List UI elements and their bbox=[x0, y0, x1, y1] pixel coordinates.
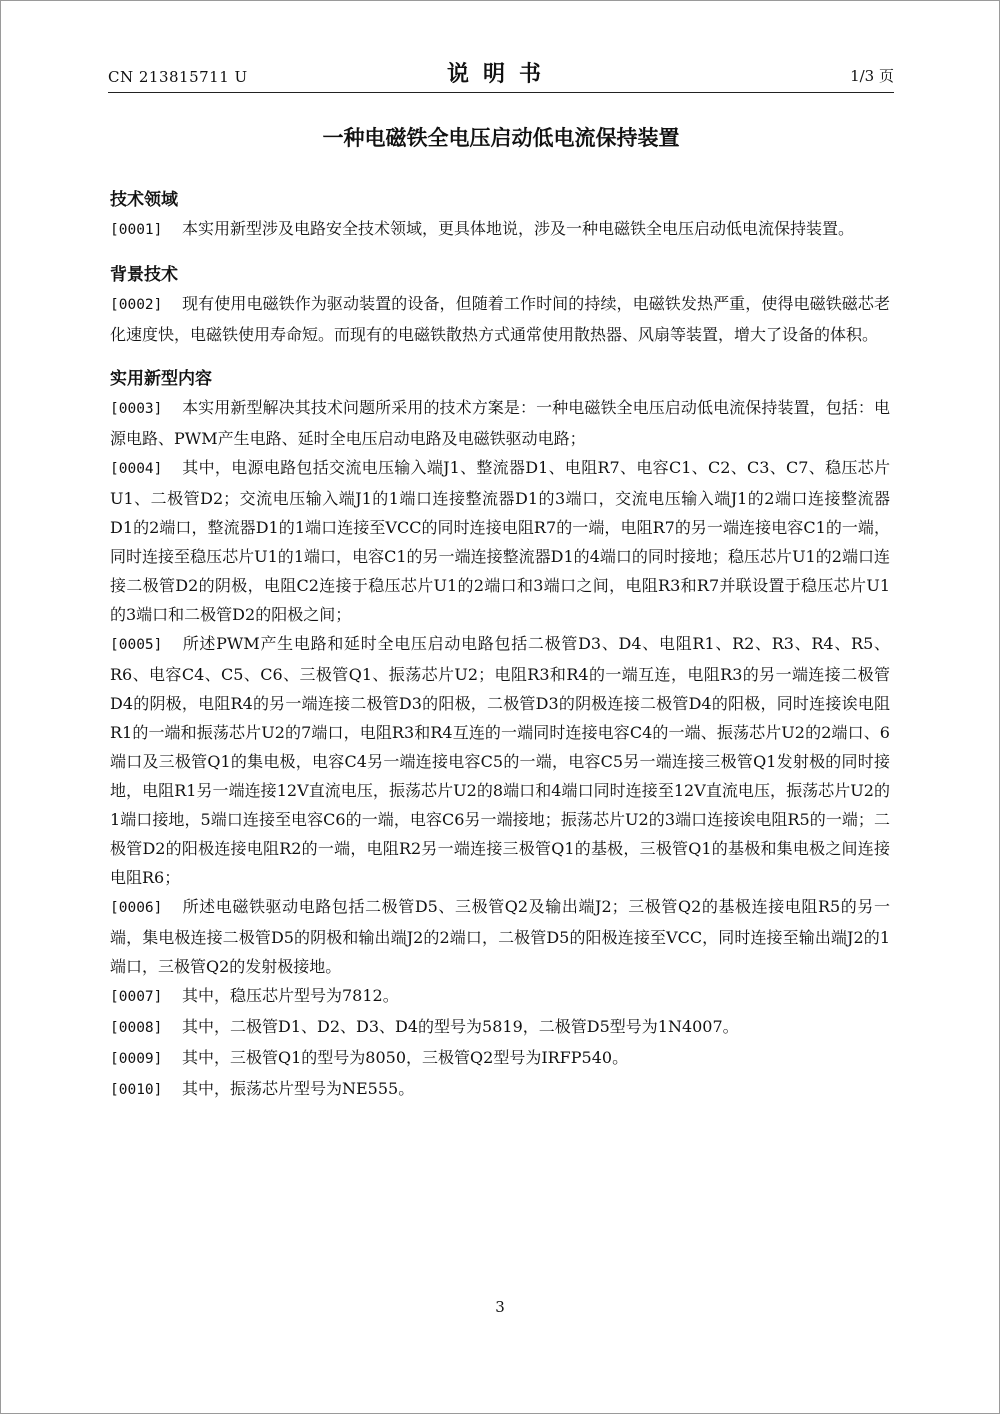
paragraph bbox=[110, 981, 890, 1012]
section-background bbox=[110, 261, 890, 349]
paragraph bbox=[110, 629, 890, 892]
patent-number: CN 213815711 U bbox=[108, 68, 248, 86]
paragraph-text: 现有使用电磁铁作为驱动装置的设备，但随着工作时间的持续，电磁铁发热严重，使得电磁铁磁芯老化速度快，电磁铁使用寿命短。而现有的电磁铁散热方式通常使用散热器、风扇等装置，增大了设备的体积。 bbox=[110, 294, 890, 344]
paragraph-number: [0010] bbox=[110, 1082, 163, 1098]
section-heading: 背景技术 bbox=[110, 265, 178, 285]
page-indicator: 1/3 页 bbox=[850, 67, 894, 85]
document-type: 说明书 bbox=[446, 62, 555, 87]
section-heading: 实用新型内容 bbox=[110, 369, 212, 389]
paragraph-number: [0005] bbox=[110, 637, 163, 653]
paragraph bbox=[110, 289, 890, 349]
paragraph-number: [0002] bbox=[110, 297, 163, 313]
paragraph-number: [0008] bbox=[110, 1020, 163, 1036]
paragraph-text: 其中，二极管D1、D2、D3、D4的型号为5819，二极管D5型号为1N4007。 bbox=[182, 1017, 739, 1036]
paragraph-text: 其中，电源电路包括交流电压输入端J1、整流器D1、电阻R7、电容C1、C2、C3、C7、稳压芯片U1、二极管D2；交流电压输入端J1的1端口连接整流器D1的3端口，交流电压输入端J1的2端口连接整流器D1的2端口，整流器D1的1端口连接至VCC的同时连接电阻R7的一端，电阻R7的另一端连接电容C1的一端，同时连接至稳压芯片U1的1端口，电容C1的另一端连接整流器D1的4端口的同时接地；稳压芯片U1的2端口连接二极管D2的阴极，电阻C2连接于稳压芯片U1的2端口和3端口之间，电阻R3和R7并联设置于稳压芯片U1的3端口和二极管D2的阳极之间； bbox=[110, 458, 890, 624]
paragraph-number: [0007] bbox=[110, 989, 163, 1005]
paragraph-text: 其中，稳压芯片型号为7812。 bbox=[182, 986, 399, 1005]
document-body bbox=[110, 186, 890, 1105]
paragraph bbox=[110, 1043, 890, 1074]
page-number: 3 bbox=[495, 1298, 505, 1316]
paragraph-number: [0006] bbox=[110, 900, 163, 916]
paragraph-text: 本实用新型解决其技术问题所采用的技术方案是：一种电磁铁全电压启动低电流保持装置，包括：电源电路、PWM产生电路、延时全电压启动电路及电磁铁驱动电路； bbox=[110, 398, 890, 448]
paragraph-number: [0004] bbox=[110, 461, 163, 477]
paragraph bbox=[110, 393, 890, 453]
paragraph bbox=[110, 453, 890, 629]
paragraph bbox=[110, 1012, 890, 1043]
paragraph-number: [0009] bbox=[110, 1051, 163, 1067]
paragraph-text: 其中，三极管Q1的型号为8050，三极管Q2型号为IRFP540。 bbox=[182, 1048, 629, 1067]
paragraph-number: [0001] bbox=[110, 222, 163, 238]
paragraph-text: 其中，振荡芯片型号为NE555。 bbox=[182, 1079, 415, 1098]
paragraph-text: 本实用新型涉及电路安全技术领域，更具体地说，涉及一种电磁铁全电压启动低电流保持装置。 bbox=[182, 219, 855, 238]
page-header bbox=[108, 56, 894, 93]
section-utility-content bbox=[110, 365, 890, 1105]
document-title: 一种电磁铁全电压启动低电流保持装置 bbox=[322, 126, 680, 150]
section-technical-field bbox=[110, 186, 890, 245]
paragraph-text: 所述PWM产生电路和延时全电压启动电路包括二极管D3、D4、电阻R1、R2、R3、R4、R5、R6、电容C4、C5、C6、三极管Q1、振荡芯片U2；电阻R3和R4的一端互连，电阻R3的另一端连接二极管D4的阴极，电阻R4的另一端连接二极管D3的阳极，二极管D3的阴极连接二极管D4的阳极，同时连接诶电阻R1的一端和振荡芯片U2的7端口，电阻R3和R4互连的一端同时连接电容C4的一端、振荡芯片U2的2端口、6端口及三极管Q1的集电极，电容C4另一端连接电容C5的一端，电容C5另一端连接三极管Q1发射极的同时接地，电阻R1另一端连接12V直流电压，振荡芯片U2的8端口和4端口同时连接至12V直流电压，振荡芯片U2的1端口接地，5端口连接至电容C6的一端，电容C6另一端接地；振荡芯片U2的3端口连接诶电阻R5的一端；二极管D2的阳极连接电阻R2的一端，电阻R2另一端连接三极管Q1的基极，三极管Q1的基极和集电极之间连接电阻R6； bbox=[110, 634, 890, 887]
section-heading: 技术领域 bbox=[110, 190, 178, 210]
paragraph-number: [0003] bbox=[110, 401, 163, 417]
paragraph bbox=[110, 1074, 890, 1105]
paragraph bbox=[110, 214, 890, 245]
paragraph bbox=[110, 892, 890, 981]
paragraph-text: 所述电磁铁驱动电路包括二极管D5、三极管Q2及输出端J2；三极管Q2的基极连接电阻R5的另一端，集电极连接二极管D5的阴极和输出端J2的2端口，二极管D5的阳极连接至VCC，同时连接至输出端J2的1端口，三极管Q2的发射极接地。 bbox=[110, 897, 890, 976]
